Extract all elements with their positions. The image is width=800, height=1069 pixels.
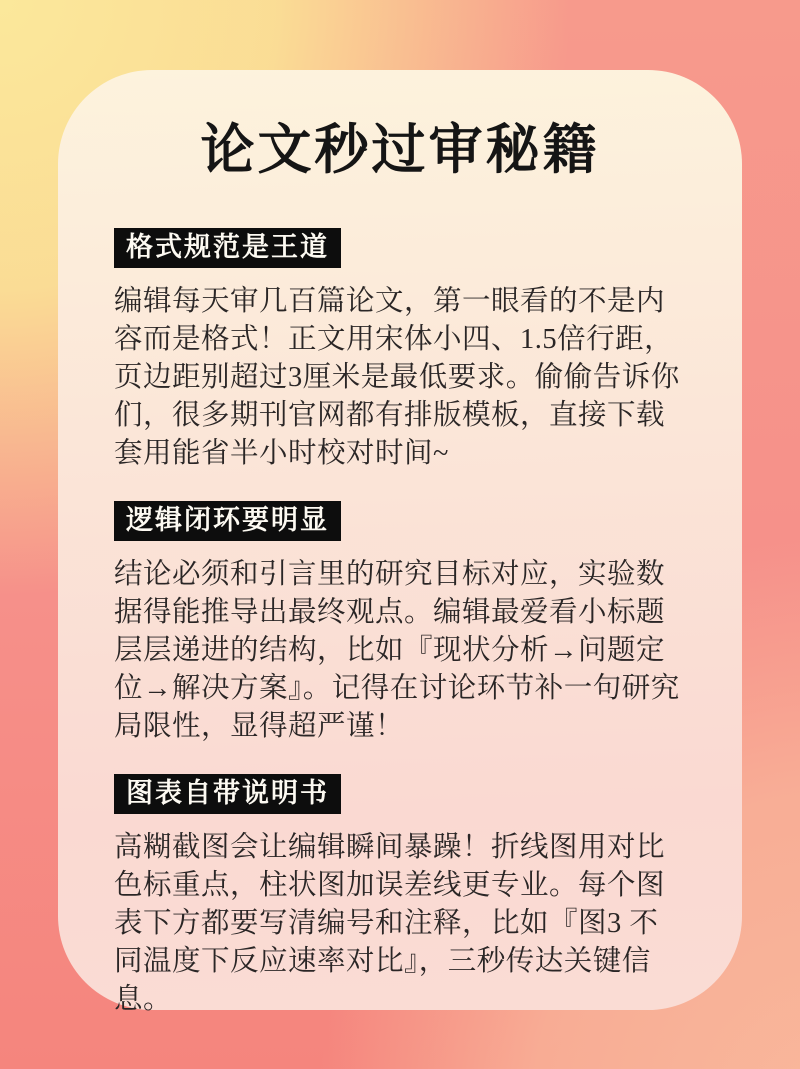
section-body-charts: 高糊截图会让编辑瞬间暴躁！折线图用对比色标重点，柱状图加误差线更专业。每个图表下方都要写清编号和注释，比如『图3 不同温度下反应速率对比』，三秒传达关键信息。 [114, 832, 666, 1015]
poster-title: 论文秒过审秘籍 [200, 120, 600, 180]
section-body-format: 编辑每天审几百篇论文，第一眼看的不是内容而是格式！正文用宋体小四、1.5倍行距，页边距别超过3厘米是最低要求。偷偷告诉你们，很多期刊官网都有排版模板，直接下载套用能省半小时校对时间~ [114, 286, 680, 469]
section-badge-format: 格式规范是王道 [114, 228, 341, 268]
section-logic-loop [114, 501, 686, 746]
section-body-logic: 结论必须和引言里的研究目标对应，实验数据得能推导出最终观点。编辑最爱看小标题层层递进的结构，比如『现状分析→问题定位→解决方案』。记得在讨论环节补一句研究局限性，显得超严谨！ [114, 559, 680, 742]
section-badge-charts: 图表自带说明书 [114, 774, 341, 814]
section-badge-logic: 逻辑闭环要明显 [114, 501, 341, 541]
content-card [58, 70, 742, 1015]
section-charts [114, 774, 686, 1019]
section-format-rules [114, 228, 686, 473]
